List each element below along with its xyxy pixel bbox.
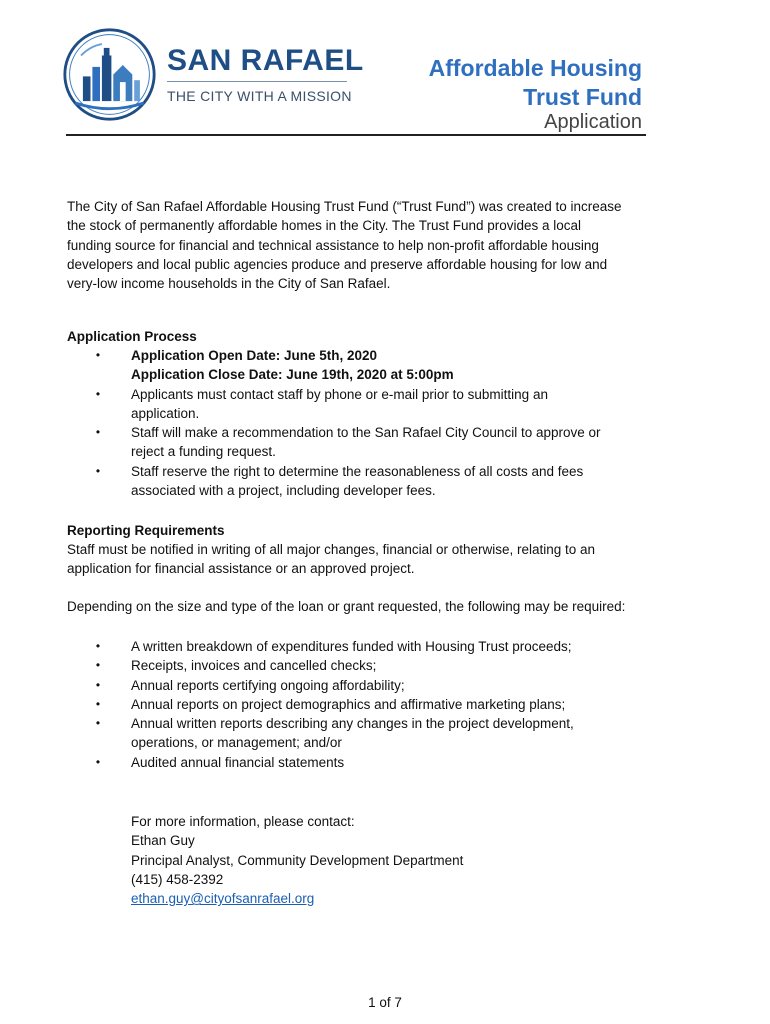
- reporting-requirements-heading: Reporting Requirements: [67, 523, 225, 538]
- list-item: [67, 462, 652, 501]
- list-item-text: Staff reserve the right to determine the reasonableness of all costs and fees: [131, 463, 584, 479]
- title-line-2: Trust Fund: [523, 84, 642, 110]
- application-process-heading: Application Process: [67, 329, 197, 344]
- list-item-text: associated with a project, including developer fees.: [131, 483, 436, 499]
- open-date: Application Open Date: June 5th, 2020: [131, 348, 378, 363]
- contact-email-link[interactable]: ethan.guy@cityofsanrafael.org: [131, 891, 315, 907]
- intro-line: very-low income households in the City of San Rafael.: [67, 276, 391, 292]
- title-line-1: Affordable Housing: [428, 55, 642, 81]
- document-subtitle: Application: [544, 111, 642, 133]
- bullet-icon: •: [95, 425, 101, 440]
- bullet-icon: •: [95, 463, 101, 478]
- list-item: [67, 423, 652, 462]
- list-item: [67, 385, 652, 424]
- list-item: [67, 676, 652, 695]
- bullet-icon: •: [95, 348, 101, 362]
- requirements-list: [67, 637, 652, 772]
- list-item-text: application.: [131, 405, 200, 421]
- list-item: [67, 637, 652, 656]
- intro-line: developers and local public agencies produce and preserve affordable housing for low and: [67, 256, 608, 272]
- reporting-paragraph: [67, 540, 652, 579]
- list-item-text: reject a funding request.: [131, 444, 276, 460]
- contact-name: Ethan Guy: [131, 833, 195, 849]
- page-number: 1 of 7: [368, 995, 402, 1010]
- list-item-text: Annual reports certifying ongoing affordability;: [131, 677, 405, 693]
- contact-intro: For more information, please contact:: [131, 814, 355, 829]
- reporting-line: application for financial assistance or an approved project.: [67, 561, 415, 577]
- list-item: [67, 346, 652, 385]
- list-item-text: Receipts, invoices and cancelled checks;: [131, 658, 377, 674]
- bullet-icon: •: [95, 658, 101, 673]
- list-item: [67, 714, 652, 753]
- intro-line: The City of San Rafael Affordable Housing Trust Fund (“Trust Fund”) was created to increase: [67, 199, 622, 214]
- list-item-text: operations, or management; and/or: [131, 735, 342, 751]
- list-item: [67, 753, 652, 772]
- brand-divider: [167, 81, 347, 82]
- requirements-intro: Depending on the size and type of the loan or grant requested, the following may be required:: [67, 599, 626, 614]
- header-divider: [66, 134, 646, 136]
- list-item-text: Applicants must contact staff by phone or e-mail prior to submitting an: [131, 386, 548, 402]
- intro-line: the stock of permanently affordable homes in the City. The Trust Fund provides a local: [67, 218, 582, 234]
- list-item-text: Staff will make a recommendation to the San Rafael City Council to approve or: [131, 425, 601, 441]
- contact-block: [131, 812, 463, 908]
- brand-block: [167, 45, 364, 104]
- close-date: Application Close Date: June 19th, 2020 at 5:00pm: [131, 367, 454, 383]
- intro-line: funding source for financial and technical assistance to help non-profit affordable housing: [67, 237, 599, 253]
- list-item-text: A written breakdown of expenditures funded with Housing Trust proceeds;: [131, 639, 572, 654]
- list-item-text: Annual written reports describing any changes in the project development,: [131, 716, 574, 732]
- bullet-icon: •: [95, 716, 101, 731]
- list-item: [67, 695, 652, 714]
- application-process-list: [67, 346, 652, 500]
- document-title: [429, 54, 642, 112]
- bullet-icon: •: [95, 754, 101, 769]
- intro-paragraph: [67, 197, 652, 293]
- bullet-icon: •: [95, 386, 101, 401]
- bullet-icon: •: [95, 677, 101, 692]
- reporting-line: Staff must be notified in writing of all major changes, financial or otherwise, relating to an: [67, 542, 596, 557]
- contact-role: Principal Analyst, Community Development Department: [131, 852, 464, 868]
- bullet-icon: •: [95, 639, 101, 653]
- city-seal-logo: [62, 27, 157, 122]
- list-item: [67, 656, 652, 675]
- bullet-icon: •: [95, 696, 101, 711]
- list-item-text: Annual reports on project demographics and affirmative marketing plans;: [131, 696, 566, 712]
- brand-tagline: THE CITY WITH A MISSION: [167, 88, 352, 104]
- brand-name: SAN RAFAEL: [167, 44, 364, 77]
- contact-phone: (415) 458-2392: [131, 871, 224, 887]
- list-item-text: Audited annual financial statements: [131, 754, 345, 770]
